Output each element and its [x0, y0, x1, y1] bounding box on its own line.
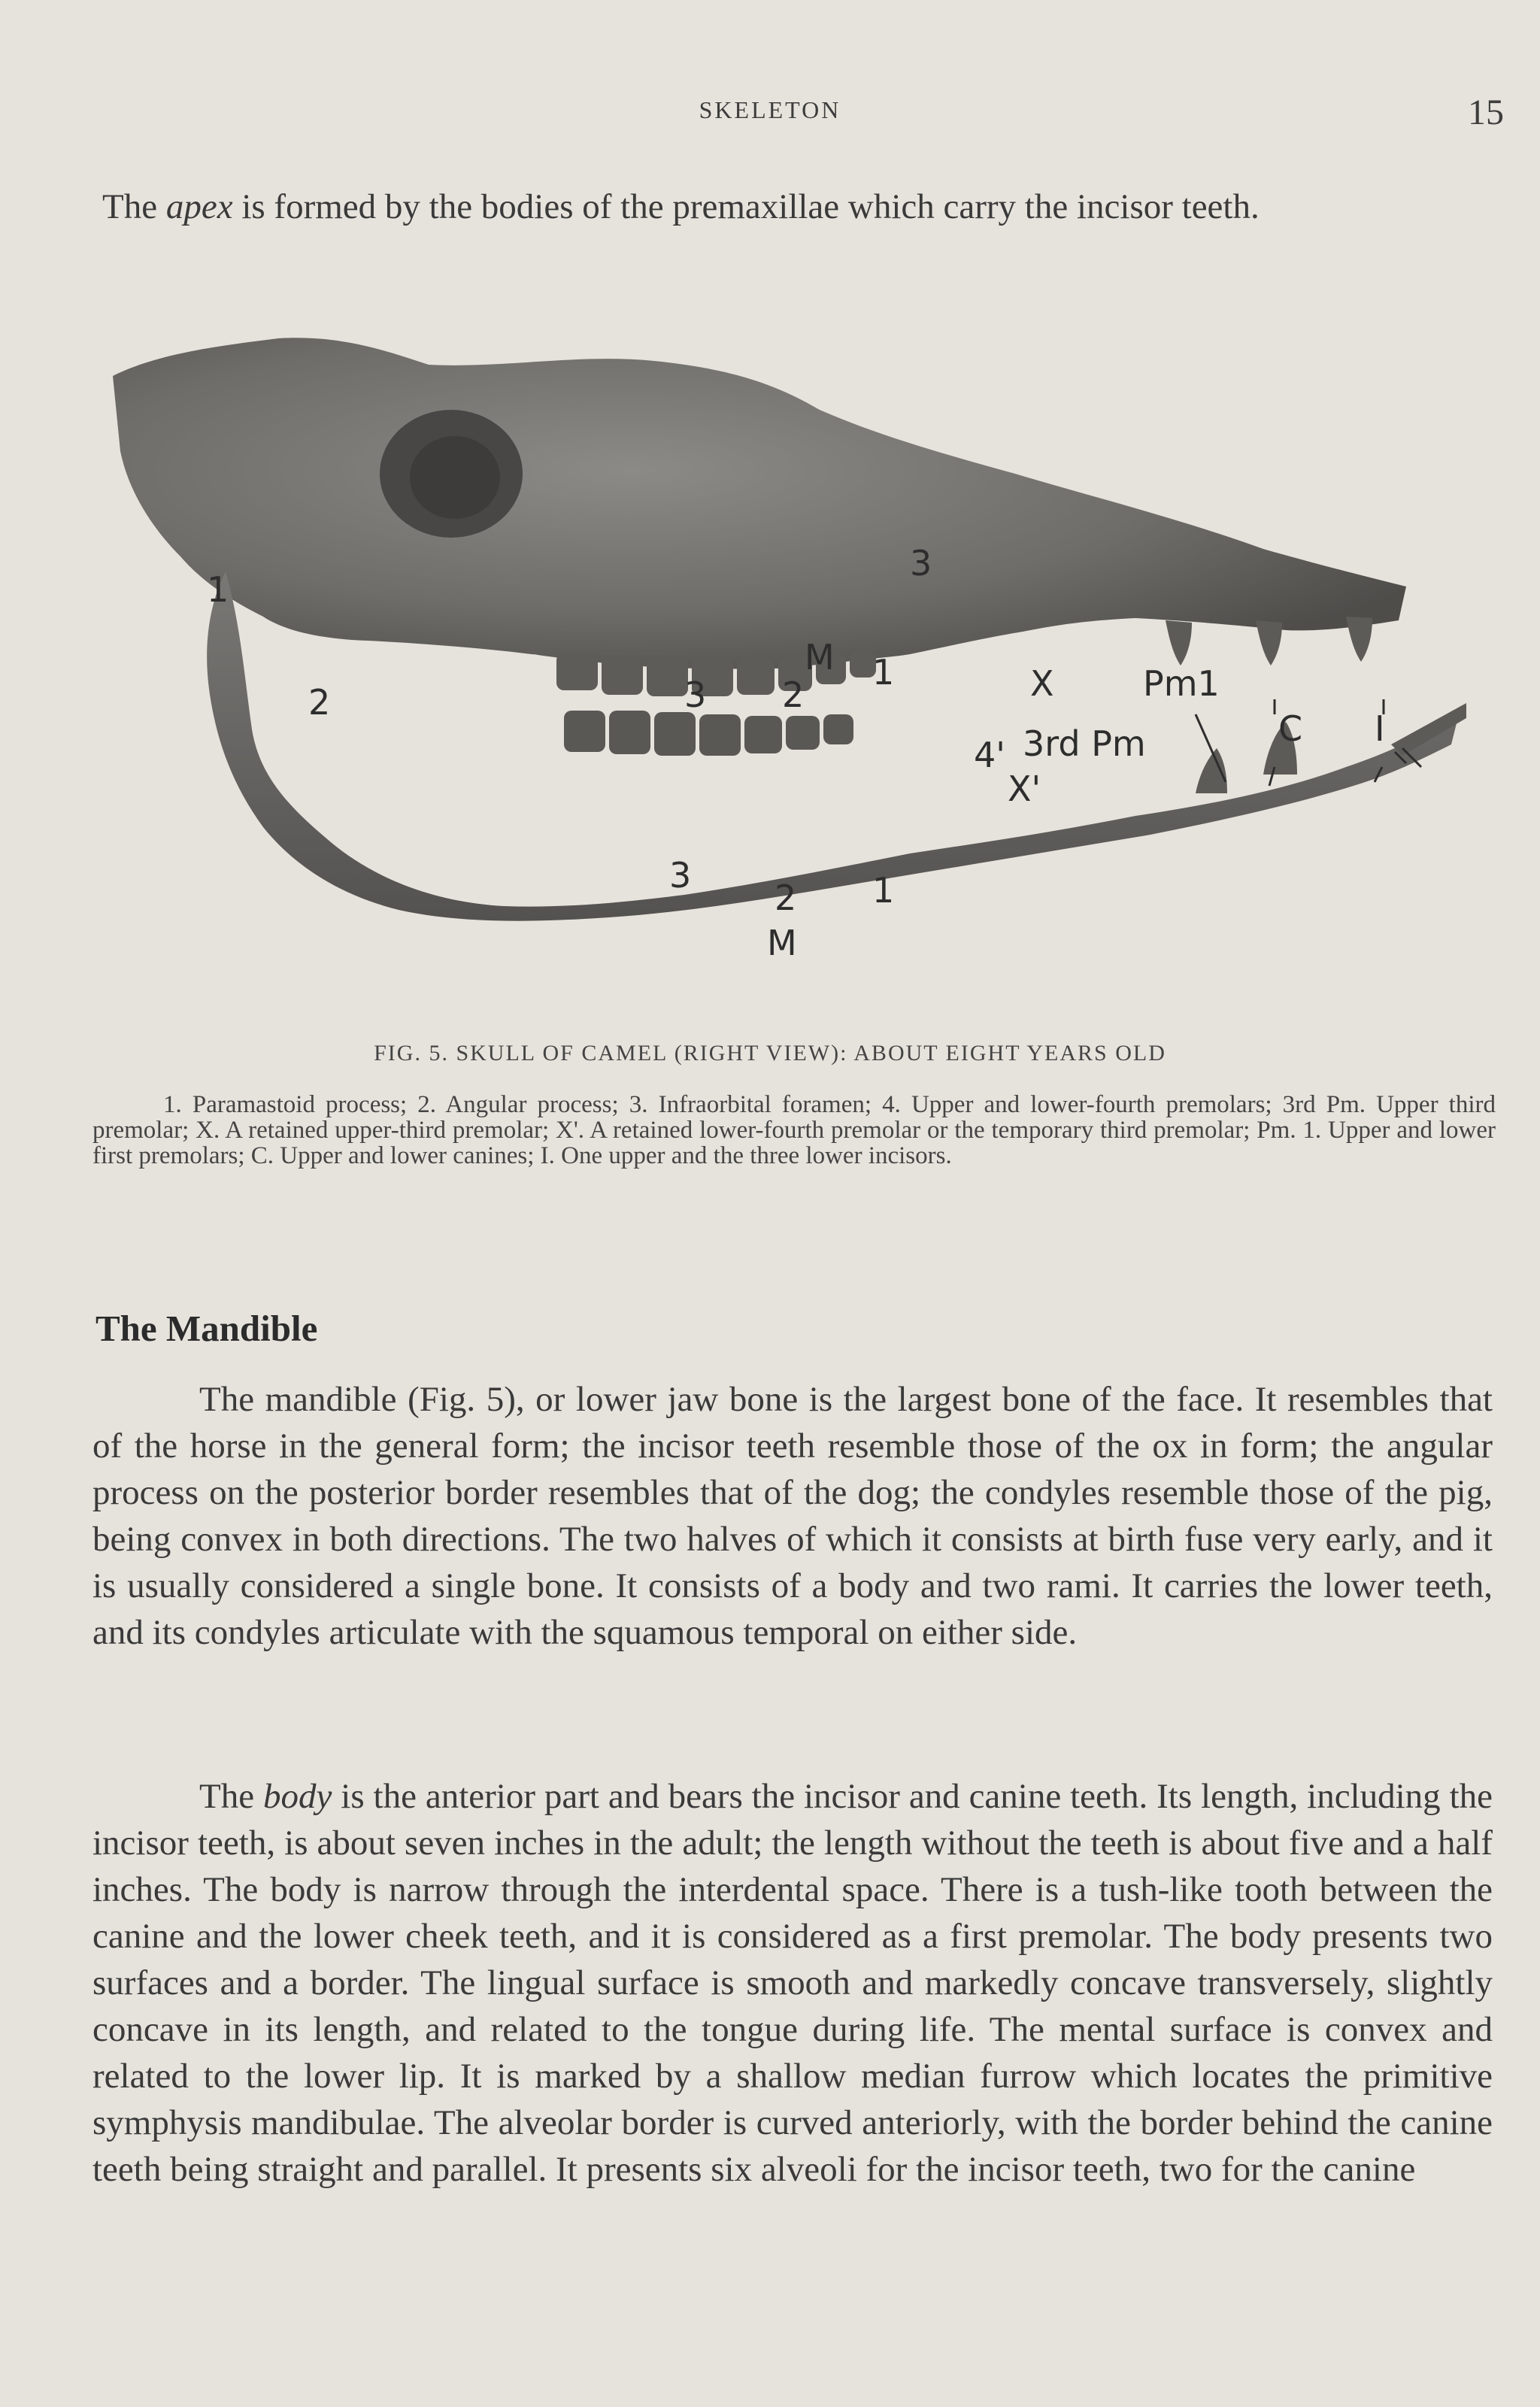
- figure-legend-text: 1. Paramastoid process; 2. Angular process; 3. Infraorbital foramen; 4. Upper and lower-fourth premolars; 3rd Pm. Upper third premolar; X. A retained upper-third premolar; X'. A retained lower-fourth premolar or the temporary third premolar; Pm. 1. Upper and lower first premolars; C. Upper and lower canines; I. One upper and the three lower incisors.: [92, 1091, 1496, 1169]
- lower-pm1: [1196, 748, 1227, 793]
- body-term: body: [262, 1777, 332, 1816]
- running-head: SKELETON: [699, 96, 841, 123]
- label-angular: 2: [308, 682, 331, 723]
- camel-skull-figure: [113, 323, 1466, 1023]
- paragraph-body-text-b: is the anterior part and bears the incisor and canine teeth. Its length, including the incisor teeth, is about seven inches in the adult; the length without the teeth is about five and a half inches. The body is narrow through the interdental space. There is a tush-like tooth between the canine and the lower cheek teeth, and it is considered as a first premolar. The body presents two surfaces and a border. The lingual surface is smooth and markedly concave transversely, slightly concave in its length, and related to the tongue during life. The mental surface is convex and related to the lower lip. It is marked by a shallow median furrow which locates the primitive symphysis mandibulae. The alveolar border is curved anteriorly, with the border behind the canine teeth being straight and parallel. It presents six alveoli for the incisor teeth, two for the canine: [92, 1777, 1493, 2189]
- paragraph-body-text-a: The: [199, 1777, 263, 1816]
- label-infraorbital: 3: [910, 543, 932, 584]
- upper-skull-shape: [113, 338, 1406, 668]
- label-x: X: [1030, 663, 1054, 704]
- label-pm1: Pm1: [1143, 663, 1220, 704]
- label-upper-m3: 3: [684, 675, 707, 715]
- label-lower-m2: 2: [775, 878, 797, 918]
- figure-legend: [92, 1092, 1496, 1169]
- paragraph-body: [92, 1773, 1493, 2193]
- label-lower-m3: 3: [669, 855, 692, 896]
- section-heading: The Mandible: [95, 1308, 318, 1349]
- apex-term: apex: [165, 187, 233, 226]
- intro-text-1: The: [102, 187, 166, 226]
- intro-paragraph: [102, 183, 1501, 230]
- upper-incisor: [1346, 617, 1372, 662]
- lower-teeth-row: [564, 711, 853, 756]
- page-number: 15: [1468, 92, 1504, 132]
- label-lower-m1: 1: [872, 870, 895, 911]
- label-incisor: I: [1375, 708, 1385, 749]
- label-pm4: 4': [974, 735, 1005, 775]
- label-canine: C: [1278, 708, 1303, 749]
- intro-text-2: is formed by the bodies of the premaxillae which carry the incisor teeth.: [232, 187, 1260, 226]
- label-molar-marker: M: [805, 637, 835, 678]
- paragraph-mandible: [92, 1376, 1493, 1656]
- orbit-inner: [410, 436, 500, 519]
- label-paramastoid: 1: [207, 569, 229, 610]
- upper-canine: [1256, 620, 1282, 665]
- label-upper-m2: 2: [782, 675, 805, 715]
- label-third-pm: 3rd Pm: [1023, 723, 1146, 764]
- label-lower-marker: M: [767, 923, 797, 963]
- figure-caption: FIG. 5. SKULL OF CAMEL (RIGHT VIEW): ABOUT EIGHT YEARS OLD: [374, 1041, 1166, 1066]
- label-upper-m1: 1: [872, 652, 895, 693]
- camel-skull-photo: [113, 323, 1466, 1023]
- label-x-prime: X': [1008, 768, 1041, 809]
- paragraph-mandible-text: The mandible (Fig. 5), or lower jaw bone is the largest bone of the face. It resembles that of the horse in the general form; the incisor teeth resemble those of the ox in form; the angular process on the posterior border resembles that of the dog; the condyles resemble those of the pig, being convex in both directions. The two halves of which it consists at birth fuse very early, and it is usually considered a single bone. It consists of a body and two rami. It carries the lower teeth, and its condyles articulate with the squamous temporal on either side.: [92, 1380, 1493, 1652]
